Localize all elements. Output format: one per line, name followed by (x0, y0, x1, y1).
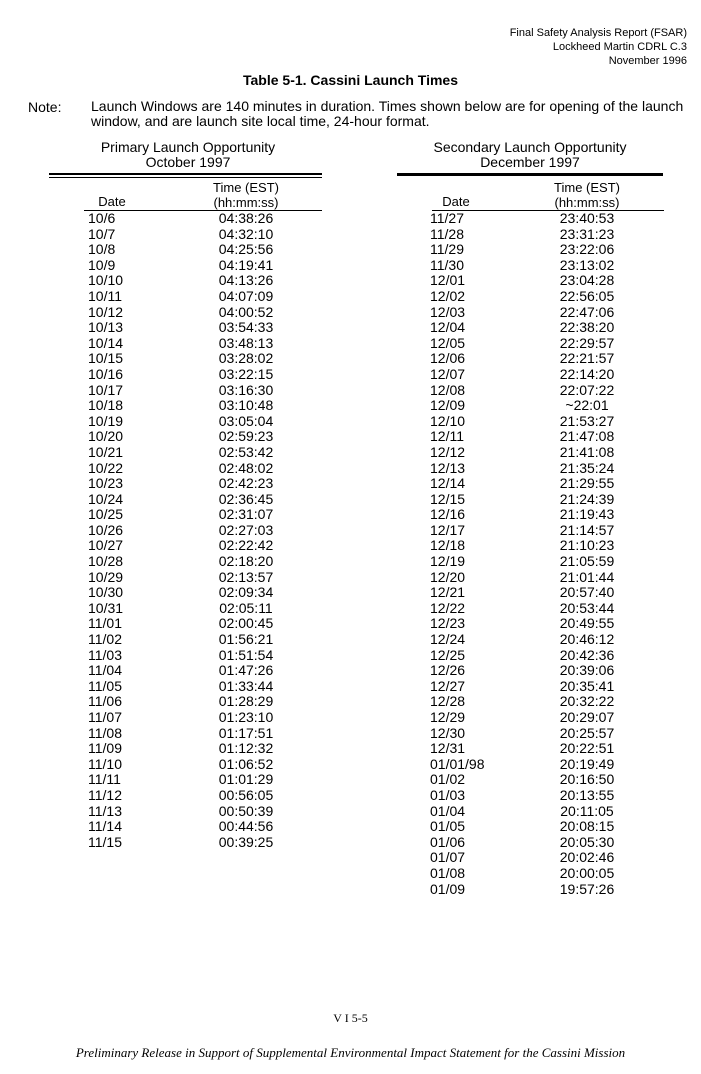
table-row (88, 507, 328, 523)
table-row (430, 694, 670, 710)
primary-date-header: Date (98, 194, 126, 209)
time-cell: 20:13:55 (559, 786, 615, 803)
date-cell: 12/17 (430, 521, 466, 538)
table-row (430, 741, 670, 757)
date-cell: 01/03 (430, 786, 466, 803)
time-cell: 01:01:29 (218, 771, 274, 788)
time-cell: 21:53:27 (559, 412, 615, 429)
date-cell: 11/01 (88, 615, 122, 632)
primary-title-line1: Primary Launch Opportunity (100, 139, 276, 155)
date-cell: 11/14 (88, 818, 122, 835)
date-cell: 10/12 (88, 303, 124, 320)
time-cell: 20:22:51 (559, 740, 615, 757)
time-cell: 20:35:41 (559, 677, 615, 694)
date-cell: 10/19 (88, 412, 124, 429)
table-row (430, 367, 670, 383)
date-cell: 11/15 (88, 833, 122, 850)
table-row (430, 242, 670, 258)
time-cell: 02:05:11 (219, 599, 273, 616)
date-cell: 01/05 (430, 818, 466, 835)
table-row (88, 367, 328, 383)
date-cell: 11/11 (88, 771, 121, 788)
date-cell: 10/13 (88, 319, 124, 336)
date-cell: 12/13 (430, 459, 466, 476)
date-cell: 10/17 (88, 381, 124, 398)
date-cell: 11/28 (430, 225, 464, 242)
time-cell: 22:21:57 (559, 350, 615, 367)
time-cell: 03:54:33 (218, 319, 274, 336)
time-cell: 20:46:12 (559, 631, 615, 648)
date-cell: 12/22 (430, 599, 466, 616)
time-cell: 04:00:52 (218, 303, 274, 320)
date-cell: 11/29 (430, 241, 464, 258)
table-row (430, 211, 670, 227)
date-cell: 12/28 (430, 693, 466, 710)
time-cell: 02:31:07 (218, 506, 274, 523)
table-row (430, 710, 670, 726)
date-cell: 12/12 (430, 443, 466, 460)
secondary-time-header-line2: (hh:mm:ss) (554, 195, 620, 210)
table-row (88, 523, 328, 539)
table-row (430, 227, 670, 243)
table-row (88, 289, 328, 305)
table-row (88, 398, 328, 414)
table-row (430, 398, 670, 414)
date-cell: 12/15 (430, 490, 466, 507)
date-cell: 11/05 (88, 677, 122, 694)
table-row (430, 788, 670, 804)
date-cell: 12/20 (430, 568, 466, 585)
time-cell: 01:23:10 (218, 709, 274, 725)
time-cell: 04:13:26 (218, 272, 274, 289)
secondary-title-line2: December 1997 (480, 154, 580, 170)
time-cell: 02:09:34 (218, 584, 274, 601)
date-cell: 01/06 (430, 833, 466, 850)
date-cell: 10/26 (88, 521, 124, 538)
time-cell: 02:00:45 (218, 615, 274, 632)
time-cell: 01:06:52 (218, 755, 274, 772)
date-cell: 12/29 (430, 709, 466, 725)
table-row (88, 726, 328, 742)
date-cell: 12/25 (430, 646, 466, 663)
table-row (88, 663, 328, 679)
time-cell: 20:16:50 (559, 771, 615, 788)
date-cell: 12/16 (430, 506, 466, 523)
table-row (430, 554, 670, 570)
table-row (430, 383, 670, 399)
time-cell: 20:57:40 (559, 584, 615, 601)
date-cell: 12/11 (430, 428, 464, 445)
time-cell: 03:10:48 (218, 397, 274, 414)
time-cell: 04:07:09 (218, 287, 274, 304)
table-row (88, 804, 328, 820)
table-row (88, 445, 328, 461)
table-row (430, 757, 670, 773)
table-row (88, 710, 328, 726)
table-row (88, 383, 328, 399)
date-cell: 11/04 (88, 662, 122, 679)
time-cell: 04:32:10 (218, 225, 274, 242)
table-row (430, 601, 670, 617)
time-cell: 00:56:05 (218, 786, 274, 803)
report-title: Final Safety Analysis Report (FSAR) (509, 27, 687, 39)
table-row (88, 538, 328, 554)
time-cell: 01:12:32 (218, 740, 274, 757)
date-cell: 12/06 (430, 350, 466, 367)
time-cell: 23:31:23 (559, 225, 615, 242)
primary-table-body (88, 211, 328, 850)
report-date: November 1996 (608, 55, 687, 67)
table-row (430, 616, 670, 632)
date-cell: 12/24 (430, 631, 466, 648)
time-cell: 02:22:42 (218, 537, 274, 554)
table-row (88, 429, 328, 445)
table-row (430, 289, 670, 305)
table-row (88, 554, 328, 570)
secondary-date-header: Date (442, 194, 470, 209)
secondary-time-header-line1: Time (EST) (554, 180, 620, 195)
date-cell: 12/05 (430, 334, 466, 351)
time-cell: 22:14:20 (559, 365, 615, 382)
table-row (88, 648, 328, 664)
time-cell: 21:14:57 (559, 521, 615, 538)
date-cell: 11/30 (430, 256, 464, 273)
time-cell: 02:59:23 (218, 428, 274, 445)
table-row (430, 523, 670, 539)
time-cell: 04:19:41 (218, 256, 274, 273)
date-cell: 12/07 (430, 365, 466, 382)
time-cell: 01:51:54 (218, 646, 274, 663)
date-cell: 10/20 (88, 428, 124, 445)
time-cell: 00:50:39 (218, 802, 274, 819)
time-cell: 20:29:07 (559, 709, 615, 725)
date-cell: 10/9 (88, 256, 116, 273)
time-cell: 20:19:49 (559, 755, 615, 772)
table-title: Table 5-1. Cassini Launch Times (243, 72, 458, 88)
table-row (430, 772, 670, 788)
table-row (430, 648, 670, 664)
table-row (88, 242, 328, 258)
time-cell: 22:47:06 (559, 303, 615, 320)
table-row (430, 663, 670, 679)
primary-title-line2: October 1997 (145, 154, 231, 170)
time-cell: 03:22:15 (218, 365, 274, 382)
table-row (430, 320, 670, 336)
date-cell: 12/18 (430, 537, 466, 554)
table-row (88, 788, 328, 804)
secondary-title-line1: Secondary Launch Opportunity (433, 139, 627, 155)
table-row (88, 227, 328, 243)
table-row (430, 351, 670, 367)
time-cell: 20:32:22 (559, 693, 615, 710)
time-cell: 23:22:06 (559, 241, 615, 258)
time-cell: 04:38:26 (218, 210, 274, 226)
date-cell: 10/25 (88, 506, 124, 523)
time-cell: 22:56:05 (559, 287, 615, 304)
date-cell: 12/10 (430, 412, 466, 429)
table-row (430, 273, 670, 289)
time-cell: 20:39:06 (559, 662, 615, 679)
table-row (430, 538, 670, 554)
table-row (430, 585, 670, 601)
table-row (88, 461, 328, 477)
time-cell: 03:28:02 (218, 350, 274, 367)
time-cell: 03:48:13 (218, 334, 274, 351)
table-row (430, 258, 670, 274)
table-row (430, 726, 670, 742)
primary-time-header (196, 180, 296, 210)
table-row (88, 601, 328, 617)
time-cell: 21:29:55 (559, 475, 615, 492)
time-cell: 21:47:08 (559, 428, 615, 445)
table-row (88, 616, 328, 632)
secondary-table-body (430, 211, 670, 897)
date-cell: 01/09 (430, 880, 466, 897)
time-cell: 02:36:45 (218, 490, 274, 507)
date-cell: 12/04 (430, 319, 466, 336)
date-cell: 01/04 (430, 802, 466, 819)
time-cell: 23:40:53 (559, 210, 615, 226)
date-cell: 12/09 (430, 397, 466, 414)
date-cell: 11/02 (88, 631, 122, 648)
table-row (430, 476, 670, 492)
date-cell: 12/01 (430, 272, 466, 289)
time-cell: 20:42:36 (559, 646, 615, 663)
time-cell: 22:38:20 (559, 319, 615, 336)
date-cell: 11/08 (88, 724, 122, 741)
date-cell: 12/14 (430, 475, 466, 492)
date-cell: 12/26 (430, 662, 466, 679)
time-cell: 20:11:05 (560, 802, 614, 819)
table-row (88, 585, 328, 601)
table-row (430, 882, 670, 898)
table-row (88, 336, 328, 352)
time-cell: 21:24:39 (559, 490, 615, 507)
time-cell: 20:25:57 (559, 724, 615, 741)
time-cell: 22:07:22 (559, 381, 615, 398)
date-cell: 01/02 (430, 771, 466, 788)
table-row (430, 850, 670, 866)
date-cell: 10/30 (88, 584, 124, 601)
time-cell: 21:35:24 (559, 459, 615, 476)
date-cell: 10/18 (88, 397, 124, 414)
table-row (88, 772, 328, 788)
table-row (88, 819, 328, 835)
secondary-top-rule (397, 173, 663, 176)
table-row (88, 211, 328, 227)
table-row (430, 835, 670, 851)
date-cell: 11/03 (88, 646, 122, 663)
date-cell: 12/31 (430, 740, 466, 757)
date-cell: 10/14 (88, 334, 124, 351)
date-cell: 10/15 (88, 350, 124, 367)
table-row (430, 414, 670, 430)
date-cell: 12/21 (430, 584, 466, 601)
date-cell: 10/28 (88, 553, 124, 570)
time-cell: 20:53:44 (559, 599, 615, 616)
primary-top-rule-thin (49, 177, 322, 178)
note-text: Launch Windows are 140 minutes in duration. Times shown below are for opening of the launch window, and are launch site local time, 24-hour format. (91, 98, 684, 129)
date-cell: 11/07 (88, 709, 122, 725)
date-cell: 10/21 (88, 443, 124, 460)
time-cell: 01:47:26 (218, 662, 274, 679)
time-cell: 03:16:30 (218, 381, 274, 398)
time-cell: 04:25:56 (218, 241, 274, 258)
date-cell: 10/10 (88, 272, 124, 289)
primary-time-header-line1: Time (EST) (213, 180, 279, 195)
time-cell: 20:00:05 (559, 864, 615, 881)
table-row (88, 273, 328, 289)
time-cell: 02:27:03 (218, 521, 274, 538)
table-row (430, 679, 670, 695)
time-cell: 02:18:20 (218, 553, 274, 570)
date-cell: 10/7 (88, 225, 116, 242)
date-cell: 11/13 (88, 802, 122, 819)
date-cell: 12/27 (430, 677, 466, 694)
date-cell: 11/09 (88, 740, 122, 757)
time-cell: ~22:01 (565, 397, 609, 414)
time-cell: 20:08:15 (559, 818, 615, 835)
date-cell: 11/27 (430, 210, 464, 226)
table-row (88, 351, 328, 367)
time-cell: 01:56:21 (218, 631, 274, 648)
time-cell: 19:57:26 (559, 880, 615, 897)
table-row (430, 445, 670, 461)
table-row (88, 694, 328, 710)
time-cell: 01:17:51 (218, 724, 274, 741)
primary-title (72, 140, 304, 170)
time-cell: 21:01:44 (559, 568, 615, 585)
date-cell: 11/10 (88, 755, 122, 772)
time-cell: 02:13:57 (218, 568, 274, 585)
time-cell: 20:49:55 (559, 615, 615, 632)
date-cell: 12/03 (430, 303, 466, 320)
time-cell: 21:05:59 (559, 553, 615, 570)
time-cell: 00:39:25 (218, 833, 274, 850)
date-cell: 01/08 (430, 864, 466, 881)
time-cell: 02:42:23 (218, 475, 274, 492)
table-row (88, 258, 328, 274)
time-cell: 23:04:28 (559, 272, 615, 289)
table-row (88, 305, 328, 321)
date-cell: 12/02 (430, 287, 466, 304)
table-row (88, 320, 328, 336)
report-header (510, 26, 687, 68)
report-cdrl: Lockheed Martin CDRL C.3 (552, 41, 687, 53)
table-row (430, 461, 670, 477)
time-cell: 02:53:42 (218, 443, 274, 460)
date-cell: 01/07 (430, 849, 466, 866)
date-cell: 10/29 (88, 568, 124, 585)
table-row (88, 835, 328, 851)
table-row (430, 305, 670, 321)
date-cell: 11/12 (88, 786, 122, 803)
table-row (88, 476, 328, 492)
table-row (430, 866, 670, 882)
table-row (88, 679, 328, 695)
time-cell: 02:48:02 (218, 459, 274, 476)
date-cell: 10/23 (88, 475, 124, 492)
table-row (430, 492, 670, 508)
date-cell: 12/23 (430, 615, 466, 632)
table-row (88, 632, 328, 648)
date-cell: 12/08 (430, 381, 466, 398)
time-cell: 21:10:23 (559, 537, 615, 554)
table-row (88, 414, 328, 430)
page-number: V I 5-5 (333, 1011, 368, 1025)
table-row (430, 570, 670, 586)
table-row (88, 757, 328, 773)
time-cell: 23:13:02 (559, 256, 615, 273)
time-cell: 03:05:04 (218, 412, 274, 429)
table-row (430, 804, 670, 820)
primary-top-rule (49, 173, 322, 175)
table-row (88, 741, 328, 757)
date-cell: 10/6 (88, 210, 116, 226)
time-cell: 21:19:43 (559, 506, 615, 523)
table-row (430, 507, 670, 523)
table-row (88, 492, 328, 508)
time-cell: 01:28:29 (218, 693, 274, 710)
time-cell: 21:41:08 (559, 443, 615, 460)
date-cell: 01/01/98 (430, 755, 485, 772)
date-cell: 10/27 (88, 537, 124, 554)
date-cell: 10/16 (88, 365, 124, 382)
date-cell: 10/22 (88, 459, 124, 476)
table-row (430, 429, 670, 445)
time-cell: 01:33:44 (218, 677, 274, 694)
secondary-title (412, 140, 648, 170)
time-cell: 20:02:46 (559, 849, 615, 866)
table-row (88, 570, 328, 586)
date-cell: 10/31 (88, 599, 124, 616)
date-cell: 12/30 (430, 724, 466, 741)
time-cell: 22:29:57 (559, 334, 615, 351)
time-cell: 20:05:30 (559, 833, 615, 850)
date-cell: 10/24 (88, 490, 124, 507)
primary-time-header-line2: (hh:mm:ss) (213, 195, 279, 210)
footer-note: Preliminary Release in Support of Supplemental Environmental Impact Statement for the Cassini Mission (75, 1045, 626, 1060)
time-cell: 00:44:56 (218, 818, 274, 835)
date-cell: 10/11 (88, 287, 122, 304)
date-cell: 11/06 (88, 693, 122, 710)
table-row (430, 336, 670, 352)
date-cell: 12/19 (430, 553, 466, 570)
table-row (430, 632, 670, 648)
date-cell: 10/8 (88, 241, 116, 258)
note-label: Note: (28, 99, 62, 115)
table-row (430, 819, 670, 835)
secondary-time-header (537, 180, 637, 210)
